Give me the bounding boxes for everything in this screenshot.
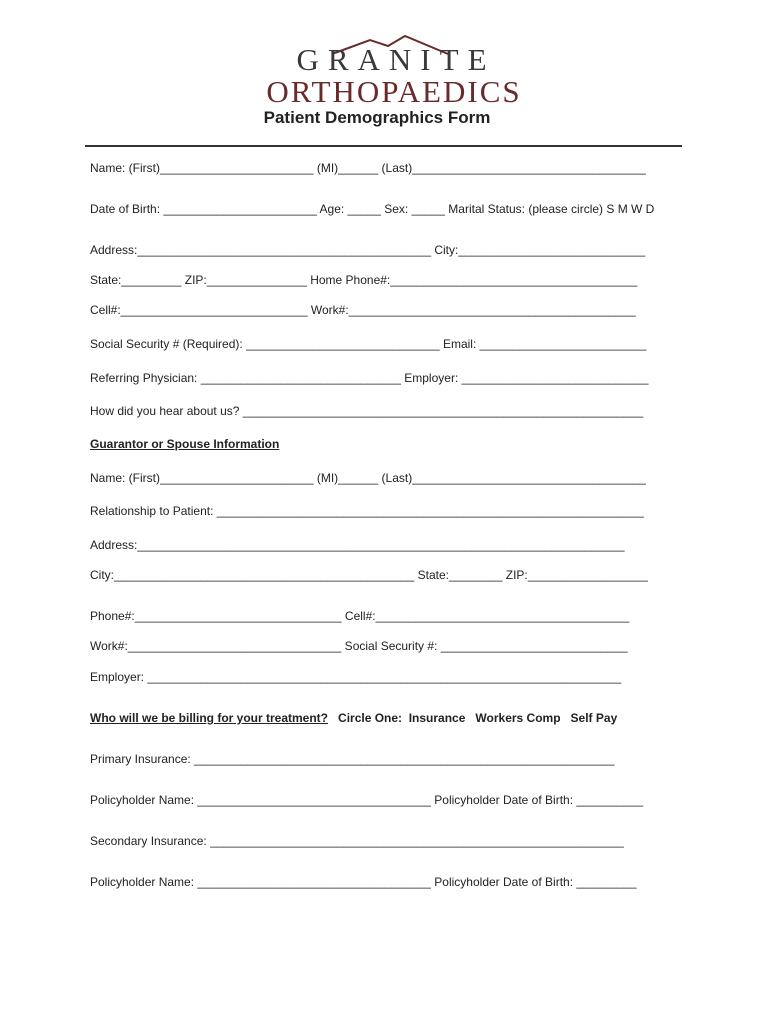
billing-options[interactable]: Circle One: Insurance Workers Comp Self Pay xyxy=(338,711,618,725)
patient-ssn-email-field[interactable]: Social Security # (Required): _____________________________ Email: _________________________ xyxy=(90,337,647,351)
guarantor-city-state-zip-field[interactable]: City:_____________________________________________ State:________ ZIP:__________________ xyxy=(90,568,648,582)
secondary-policyholder-field[interactable]: Policyholder Name: ___________________________________ Policyholder Date of Birth: _________ xyxy=(90,875,637,889)
logo-text-orthopaedics: ORTHOPAEDICS xyxy=(266,74,522,109)
guarantor-employer-field[interactable]: Employer: _______________________________________________________________________ xyxy=(90,670,622,684)
guarantor-section-heading: Guarantor or Spouse Information xyxy=(90,437,280,451)
billing-row xyxy=(90,711,617,725)
referral-source-field[interactable]: How did you hear about us? ____________________________________________________________ xyxy=(90,404,644,418)
granite-orthopaedics-logo xyxy=(0,34,770,112)
logo-text-granite: GRANITE xyxy=(296,42,496,77)
billing-question: Who will we be billing for your treatment? xyxy=(90,711,329,725)
title-divider xyxy=(85,145,682,147)
primary-policyholder-field[interactable]: Policyholder Name: ___________________________________ Policyholder Date of Birth: __________ xyxy=(90,793,644,807)
primary-insurance-field[interactable]: Primary Insurance: _______________________________________________________________ xyxy=(90,752,615,766)
guarantor-work-ssn-field[interactable]: Work#:________________________________ Social Security #: ____________________________ xyxy=(90,639,628,653)
patient-dob-age-sex-marital-field[interactable]: Date of Birth: _______________________ Age: _____ Sex: _____ Marital Status: (please circle) S M W D xyxy=(90,202,655,216)
referring-physician-employer-field[interactable]: Referring Physician: ______________________________ Employer: ____________________________ xyxy=(90,371,649,385)
patient-state-zip-phone-field[interactable]: State:_________ ZIP:_______________ Home Phone#:_____________________________________ xyxy=(90,273,638,287)
guarantor-relationship-field[interactable]: Relationship to Patient: ________________________________________________________________ xyxy=(90,504,644,518)
patient-name-field[interactable]: Name: (First)_______________________ (MI)______ (Last)___________________________________ xyxy=(90,161,646,175)
guarantor-address-field[interactable]: Address:_________________________________________________________________________ xyxy=(90,538,625,552)
guarantor-name-field[interactable]: Name: (First)_______________________ (MI)______ (Last)___________________________________ xyxy=(90,471,646,485)
patient-address-city-field[interactable]: Address:____________________________________________ City:____________________________ xyxy=(90,243,646,257)
form-title: Patient Demographics Form xyxy=(263,108,491,127)
secondary-insurance-field[interactable]: Secondary Insurance: ______________________________________________________________ xyxy=(90,834,624,848)
guarantor-phone-cell-field[interactable]: Phone#:_______________________________ Cell#:______________________________________ xyxy=(90,609,630,623)
patient-cell-work-field[interactable]: Cell#:____________________________ Work#:___________________________________________ xyxy=(90,303,636,317)
